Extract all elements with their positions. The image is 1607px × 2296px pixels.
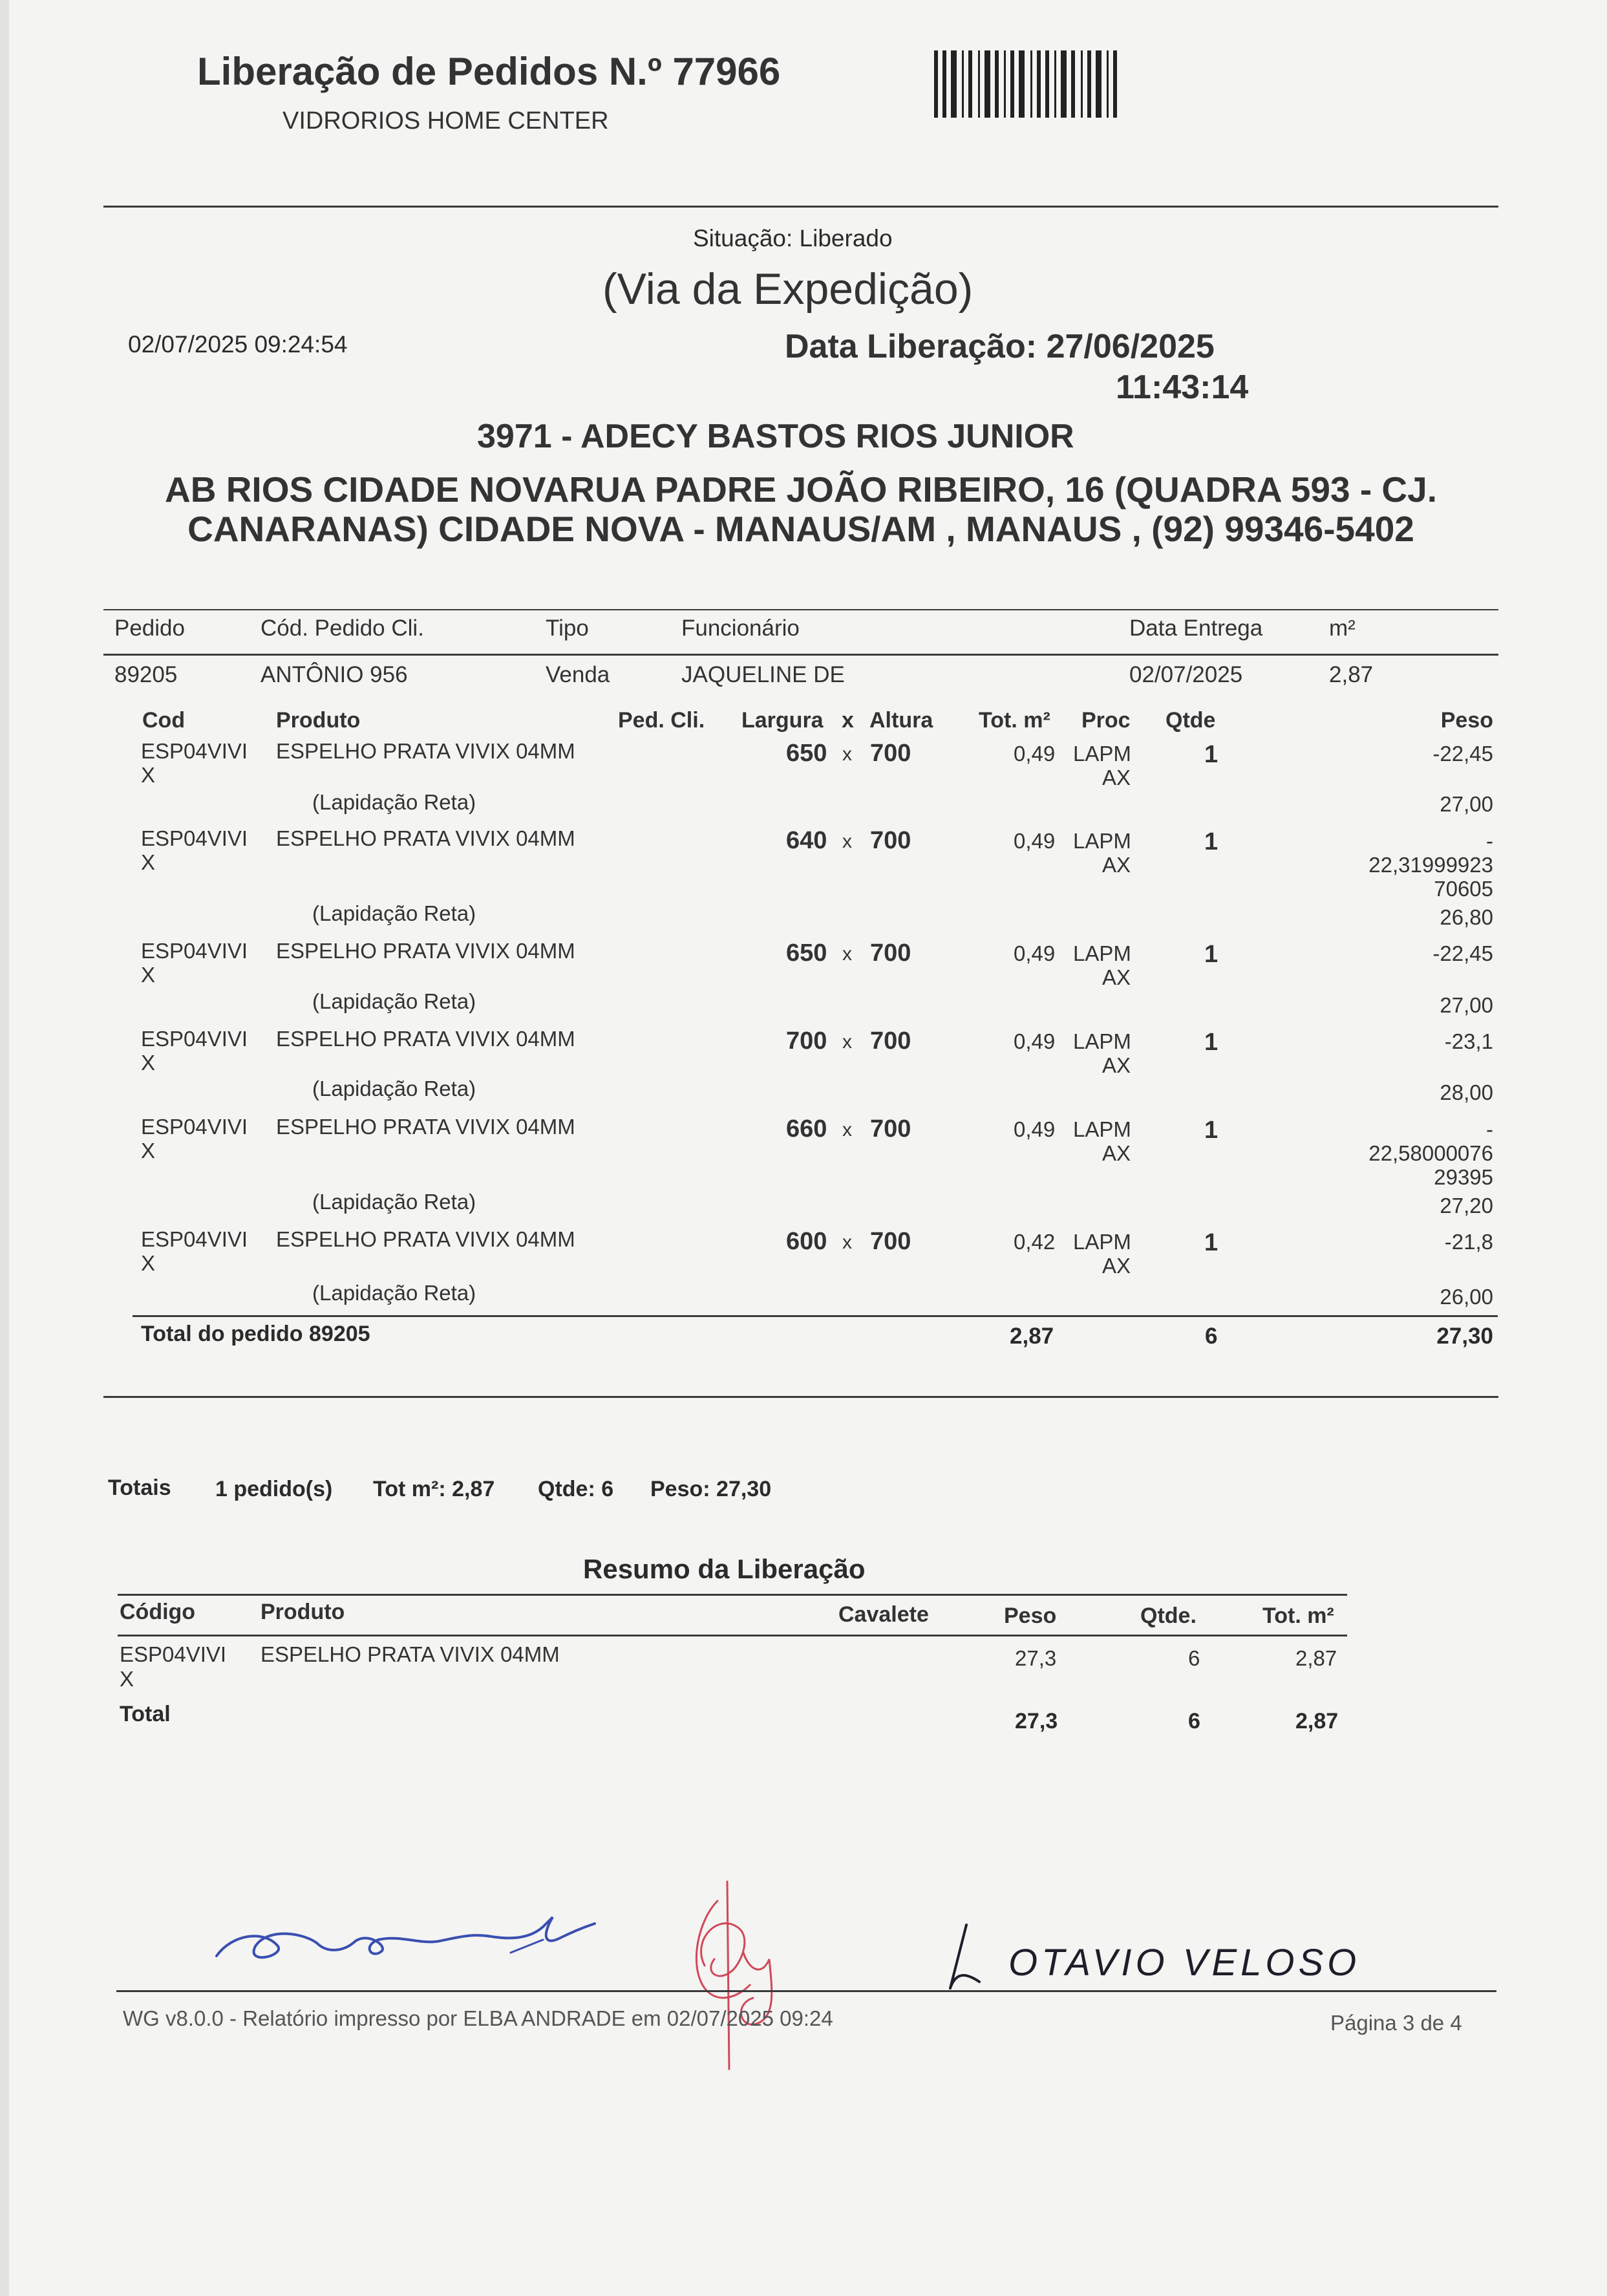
item-cod: ESP04VIVI [141,826,248,850]
barcode-bar [1087,50,1091,118]
item-cod: ESP04VIVI [141,1115,248,1139]
m2-value: 2,87 [1329,662,1374,687]
item-altura: 700 [870,827,911,854]
item-tot-m2: 0,49 [1014,1029,1056,1053]
item-proc: LAPM [1073,742,1131,766]
item-cod: ESP04VIVI [141,1227,248,1251]
item-tot-m2: 0,49 [1014,742,1056,766]
cliente-name: 3971 - ADECY BASTOS RIOS JUNIOR [477,418,1074,455]
item-largura: 600 [786,1228,827,1255]
item-peso-final: 27,00 [1440,792,1493,816]
item-proc: LAPM [1073,829,1131,853]
col-ped-cli: Ped. Cli. [618,708,705,733]
barcode-bar [1010,50,1014,118]
item-x: x [842,943,852,965]
total-pedido-m2: 2,87 [1010,1324,1054,1349]
totais-label: Totais [108,1475,171,1500]
resumo-col-tot-m2: Tot. m² [1262,1604,1334,1628]
col-altura: Altura [869,708,933,733]
item-qtde: 1 [1204,1229,1219,1256]
resumo-qtde: 6 [1188,1646,1200,1670]
item-qtde: 1 [1204,1029,1219,1056]
item-peso-cont: 22,31999923 [1368,853,1493,877]
item-processo: (Lapidação Reta) [312,1190,476,1214]
item-produto: ESPELHO PRATA VIVIX 04MM [276,739,575,763]
item-cod: ESP04VIVI [141,1027,248,1051]
item-largura: 650 [786,939,827,967]
paper-edge [0,0,9,2296]
item-largura: 640 [786,827,827,854]
barcode-bar [1113,50,1117,118]
item-altura: 700 [870,1027,911,1055]
col-tot-m2: Tot. m² [979,708,1050,733]
item-cod-suffix: X [141,850,156,874]
col-qtde: Qtde [1165,708,1216,733]
item-x: x [842,1031,852,1053]
item-altura: 700 [870,939,911,967]
item-tot-m2: 0,49 [1014,829,1056,853]
barcode-bar [1004,50,1006,118]
item-cod: ESP04VIVI [141,739,248,763]
barcode-bar [995,50,999,118]
item-peso-cont-2: 29395 [1434,1165,1493,1189]
footer-page-number: Página 3 de 4 [1330,2011,1462,2035]
total-pedido-peso: 27,30 [1436,1324,1493,1349]
resumo-col-peso: Peso [1004,1604,1057,1628]
item-proc-suffix: AX [1102,766,1131,789]
pedido-number: 89205 [114,662,178,687]
resumo-col-cavalete: Cavalete [838,1602,929,1627]
item-x: x [842,744,852,765]
item-produto: ESPELHO PRATA VIVIX 04MM [276,1115,575,1139]
total-pedido-qtde: 6 [1205,1324,1218,1349]
signature-otavio [931,1917,1383,1995]
item-cod-suffix: X [141,1051,156,1075]
item-cod: ESP04VIVI [141,939,248,963]
item-tot-m2: 0,49 [1014,1117,1056,1141]
resumo-tot-m2: 2,87 [1295,1646,1337,1670]
item-qtde: 1 [1204,828,1219,855]
tipo-value: Venda [546,662,610,687]
barcode-bar [942,50,946,118]
item-x: x [842,1232,852,1253]
barcode-bar [934,50,938,118]
total-pedido-label: Total do pedido 89205 [141,1322,370,1346]
item-proc-suffix: AX [1102,1141,1131,1165]
total-rule [133,1315,1498,1317]
barcode-bar [1107,50,1109,118]
handwritten-name: OTAVIO VELOSO [1008,1942,1361,1984]
resumo-total-peso: 27,3 [1015,1709,1058,1733]
item-altura: 700 [870,740,911,767]
barcode-bar [962,50,964,118]
col-peso: Peso [1440,708,1493,733]
item-peso-cont-2: 70605 [1434,877,1493,901]
col-largura: Largura [741,708,824,733]
cod-pedido-cli: ANTÔNIO 956 [261,662,408,687]
col-produto: Produto [276,708,361,733]
barcode-bar [1071,50,1075,118]
item-peso: -21,8 [1444,1230,1493,1254]
resumo-col-codigo: Código [120,1600,196,1624]
barcode-bar [1045,50,1049,118]
item-x: x [842,1119,852,1141]
document-title: Liberação de Pedidos N.º 77966 [197,50,781,93]
resumo-total-qtde: 6 [1188,1709,1200,1733]
item-processo: (Lapidação Reta) [312,989,476,1013]
item-peso-final: 26,00 [1440,1285,1493,1309]
barcode-bar [1081,50,1083,118]
resumo-total-tot-m2: 2,87 [1295,1709,1339,1733]
barcode-bar [984,50,990,118]
item-x: x [842,831,852,852]
totais-peso: Peso: 27,30 [650,1477,772,1501]
item-altura: 700 [870,1228,911,1255]
endereco-line-1: AB RIOS CIDADE NOVARUA PADRE JOÃO RIBEIRO, 16 (QUADRA 593 - CJ. [164,469,1438,510]
col-pedido: Pedido [114,616,185,641]
item-proc: LAPM [1073,1230,1131,1254]
resumo-top-rule [118,1594,1347,1596]
item-tot-m2: 0,49 [1014,941,1056,965]
col-m2: m² [1329,616,1356,641]
signature-blue [207,1907,608,1985]
item-cod-suffix: X [141,763,156,787]
item-qtde: 1 [1204,941,1219,968]
totais-qtde: Qtde: 6 [538,1477,614,1501]
col-proc: Proc [1081,708,1131,733]
barcode-bar [1037,50,1041,118]
item-altura: 700 [870,1115,911,1143]
item-peso-final: 27,00 [1440,993,1493,1017]
company-name: VIDRORIOS HOME CENTER [282,107,609,134]
item-peso-final: 28,00 [1440,1080,1493,1104]
barcode-bar [1061,50,1067,118]
items-bottom-rule [103,1396,1498,1398]
col-cod: Cod [142,708,186,733]
item-cod-suffix: X [141,1139,156,1163]
col-tipo: Tipo [546,616,589,641]
col-x: x [842,708,854,733]
item-processo: (Lapidação Reta) [312,901,476,925]
item-peso: -22,45 [1432,941,1493,965]
item-peso-cont: 22,58000076 [1368,1141,1493,1165]
item-largura: 700 [786,1027,827,1055]
barcode-bar [1096,50,1101,118]
funcionario-value: JAQUELINE DE [681,662,845,687]
resumo-header-rule [118,1635,1347,1636]
item-peso: - [1486,829,1493,853]
item-proc: LAPM [1073,1117,1131,1141]
totais-pedidos: 1 pedido(s) [215,1477,333,1501]
item-peso: -22,45 [1432,742,1493,766]
item-proc-suffix: AX [1102,1254,1131,1278]
item-peso: - [1486,1117,1493,1141]
resumo-col-produto: Produto [261,1600,345,1624]
barcode-bar [1030,50,1032,118]
via-title: (Via da Expedição) [602,264,974,314]
item-peso-final: 27,20 [1440,1194,1493,1218]
barcode-bar [968,50,972,118]
item-proc-suffix: AX [1102,1053,1131,1077]
item-produto: ESPELHO PRATA VIVIX 04MM [276,826,575,850]
pedido-table-top-rule [103,609,1498,610]
item-produto: ESPELHO PRATA VIVIX 04MM [276,1227,575,1251]
item-peso: -23,1 [1444,1029,1493,1053]
resumo-codigo-suffix: X [120,1667,134,1691]
data-entrega-value: 02/07/2025 [1129,662,1243,687]
item-processo: (Lapidação Reta) [312,1281,476,1305]
item-qtde: 1 [1204,741,1219,768]
col-cod-pedido-cli: Cód. Pedido Cli. [261,616,424,641]
barcode-bar [951,50,957,118]
item-produto: ESPELHO PRATA VIVIX 04MM [276,939,575,963]
barcode-bar [1054,50,1056,118]
resumo-produto: ESPELHO PRATA VIVIX 04MM [261,1642,560,1666]
situacao-label: Situação: Liberado [693,225,893,252]
header-divider [103,206,1498,208]
resumo-peso: 27,3 [1015,1646,1057,1670]
pedido-table-header-rule [103,654,1498,656]
item-tot-m2: 0,42 [1014,1230,1056,1254]
endereco-line-2: CANARANAS) CIDADE NOVA - MANAUS/AM , MANAUS , (92) 99346-5402 [187,509,1414,549]
item-largura: 650 [786,740,827,767]
hora-liberacao: 11:43:14 [1116,369,1249,406]
resumo-total-label: Total [120,1702,171,1726]
item-cod-suffix: X [141,1251,156,1275]
resumo-title: Resumo da Liberação [583,1554,866,1584]
item-proc: LAPM [1073,941,1131,965]
print-datetime: 02/07/2025 09:24:54 [128,331,348,358]
item-proc-suffix: AX [1102,853,1131,877]
data-liberacao: Data Liberação: 27/06/2025 [785,328,1215,365]
barcode-bar [1019,50,1025,118]
totais-m2: Tot m²: 2,87 [373,1477,495,1501]
item-proc-suffix: AX [1102,965,1131,989]
item-proc: LAPM [1073,1029,1131,1053]
signature-red [679,1875,795,2088]
item-produto: ESPELHO PRATA VIVIX 04MM [276,1027,575,1051]
item-processo: (Lapidação Reta) [312,790,476,814]
resumo-codigo: ESP04VIVI [120,1642,227,1666]
item-largura: 660 [786,1115,827,1143]
item-qtde: 1 [1204,1117,1219,1144]
col-funcionario: Funcionário [681,616,800,641]
col-data-entrega: Data Entrega [1129,616,1263,641]
barcode-bar [978,50,980,118]
resumo-col-qtde: Qtde. [1140,1604,1197,1628]
signature-line [116,1990,1496,1992]
item-cod-suffix: X [141,963,156,987]
barcode [933,50,1180,118]
item-peso-final: 26,80 [1440,905,1493,929]
item-processo: (Lapidação Reta) [312,1077,476,1100]
footer-printed-by: WG v8.0.0 - Relatório impresso por ELBA ANDRADE em 02/07/2025 09:24 [123,2006,833,2030]
